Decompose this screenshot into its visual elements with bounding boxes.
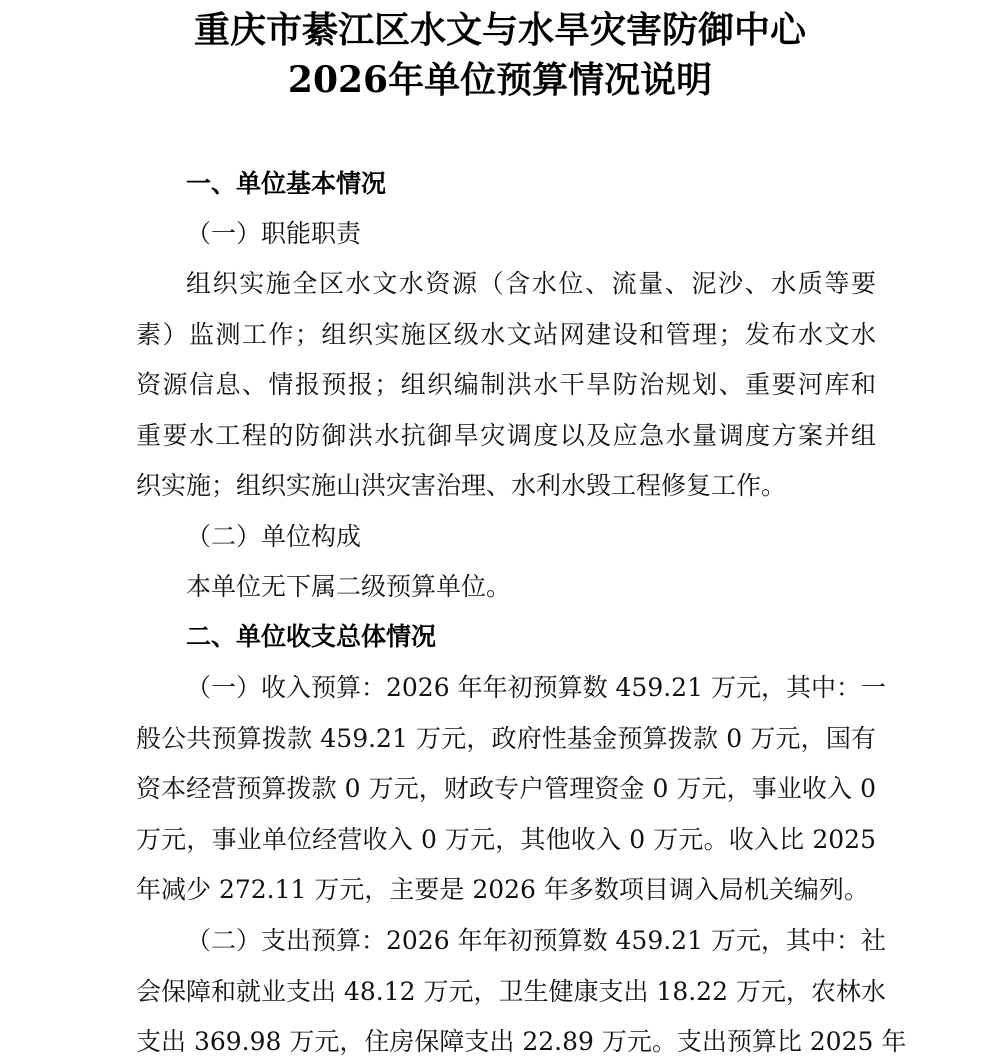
section-heading-basic-info: 一、单位基本情况 bbox=[186, 169, 387, 198]
document-title-line2: 2026年单位预算情况说明 bbox=[287, 59, 713, 101]
paragraph-line: 年减少 272.11 万元，主要是 2026 年多数项目调入局机关编列。 bbox=[136, 875, 869, 904]
paragraph-line: 资源信息、情报预报；组织编制洪水干旱防治规划、重要河库和 bbox=[136, 370, 876, 399]
paragraph-line: 组织实施全区水文水资源（含水位、流量、泥沙、水质等要 bbox=[186, 269, 876, 298]
subsection-heading-functions: （一）职能职责 bbox=[186, 219, 362, 248]
paragraph-line: 重要水工程的防御洪水抗御旱灾调度以及应急水量调度方案并组 bbox=[136, 421, 876, 450]
paragraph-line: 织实施；组织实施山洪灾害治理、水利水毁工程修复工作。 bbox=[136, 471, 787, 500]
paragraph-line: 会保障和就业支出 48.12 万元，卫生健康支出 18.22 万元，农林水 bbox=[136, 977, 886, 1006]
section-heading-budget-overview: 二、单位收支总体情况 bbox=[186, 622, 437, 651]
paragraph-line: 万元，事业单位经营收入 0 万元，其他收入 0 万元。收入比 2025 bbox=[136, 825, 876, 854]
paragraph-line: （一）收入预算：2026 年年初预算数 459.21 万元，其中：一 bbox=[186, 673, 886, 702]
paragraph-line: 素）监测工作；组织实施区级水文站网建设和管理；发布水文水 bbox=[136, 320, 876, 349]
paragraph-line: 资本经营预算拨款 0 万元，财政专户管理资金 0 万元，事业收入 0 bbox=[136, 774, 876, 803]
document-title-line1: 重庆市綦江区水文与水旱灾害防御中心 bbox=[193, 9, 806, 51]
paragraph-line: 支出 369.98 万元，住房保障支出 22.89 万元。支出预算比 2025 年 bbox=[136, 1027, 907, 1056]
paragraph-line: 本单位无下属二级预算单位。 bbox=[186, 572, 512, 601]
paragraph-line: （二）支出预算：2026 年年初预算数 459.21 万元，其中：社 bbox=[186, 926, 886, 955]
subsection-heading-composition: （二）单位构成 bbox=[186, 522, 362, 551]
paragraph-line: 般公共预算拨款 459.21 万元，政府性基金预算拨款 0 万元，国有 bbox=[136, 724, 876, 753]
